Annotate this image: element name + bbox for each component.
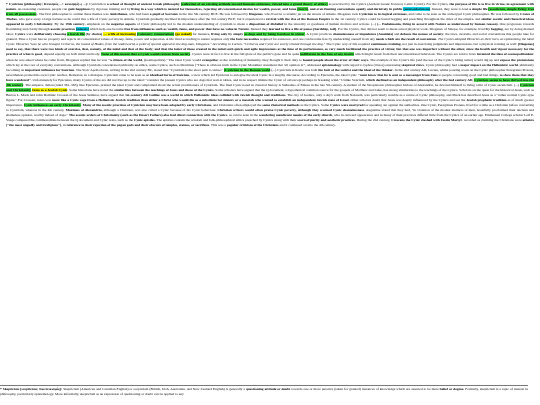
body-text: , (kosmopolitês)." The ideal Cynic would: [142, 57, 203, 62]
body-text: . Other scholars doubt that Jesus was deeply influenced by the Cynics and see the: [348, 97, 467, 102]
bold-text: deliberately choosing: [34, 32, 67, 37]
bold-text: expose the pretensions: [500, 57, 535, 62]
body-text: as practiced by the Cynics (Ancient Greek: Κυνικοί, Latin: Cynici). For the Cynics,: [327, 2, 450, 6]
body-text: . The emperor, Julian (ruled 361–363), like Epictetus, praised the ideal Cynic and complained about the actual practitioners of Cynicism. The final Cynic noted in classical history is Sallustius of Emesa in the late 5th century. A student of the Neoplatonic philosopher Isidore of Alexandria, he devoted himself to living a life of Cynic asceticism. (...): [23, 82, 520, 87]
body-text: . This was a: [209, 123, 227, 128]
bold-text: hound people about the error of their ways: [302, 57, 369, 62]
bold-text: learned to live a life of ponos [hardship, toil]: [268, 27, 337, 32]
bold-text: the purpose of life is to live in virtue, in agreement with nature: [6, 2, 535, 12]
document-page-continued: [0, 387, 528, 397]
body-text: were: [25, 32, 35, 37]
bold-text: "must know that he is sent as a messenger from Zeus: [357, 72, 438, 77]
bold-text: similar ascetic and rhetorical ideas appeared in early Christianity: [6, 17, 534, 27]
body-text: (...) Cynicism in Rome was both: [270, 67, 319, 72]
body-text: which might result from their unconventional behaviour. The Cynics are said to have: [354, 52, 477, 57]
body-text: which help one become: [88, 27, 125, 32]
bold-text: a school of thought of ancient Greek philosophy: [106, 2, 180, 6]
bold-text: Crates of Thebes: [6, 12, 534, 22]
body-text: The Cynic way of life required: [325, 42, 371, 47]
bold-text: atheists ("the most ungodly and irreligious"): [6, 118, 534, 128]
body-text: . In the 2nd century AD, Lucian, whilst pouring scorn on the Cynic philosopher Peregrinus Proteus, nevertheless praised his own Cynic teacher, Demonax, in a dialogue. Cynicism came to be seen as an: [6, 67, 534, 77]
bold-text: popular criticism of the Christians: [226, 123, 279, 128]
highlighted-text: None of this meant that a Cynic would retreat from society: [101, 52, 191, 57]
body-text: , who in outward appearance and in many of their practices differed little from the Cynics of an earlier age. Emmanuel College scholar Leif E. Vaage compared the commonalities between the Q document and Cynic texts, such as the: [6, 113, 534, 123]
bold-text: reference to their rejection of the pagan gods and their obscure of temples, statues, or sacrifices: [66, 123, 210, 128]
bold-text: a simple life: [469, 7, 488, 12]
body-text: , depend equally on both mind and body.: [42, 52, 102, 57]
body-text: , who lived in a ceramic jar on the streets of Athens. Diogenes took: [262, 12, 359, 17]
body-text: . Cynics were in fact to live in the full glare of the public's gaze and be quite: [190, 52, 301, 57]
document-page: [6, 2, 534, 128]
highlighted-text: (voluntary renunciation): [136, 32, 175, 37]
body-text: , who gave away a large fortune so he could live a life of Cynic poverty in Athens. Cynicism gradually declined in importance after the 3rd century BCE, but it experienced a: [16, 17, 267, 22]
body-text: Skepticism (American and Canadian English) or scepticism (British, Irish, Australian, and New Zealand English) is generally a: [63, 387, 246, 391]
body-text: in the late 5th century BCE. He was followed by: [177, 12, 249, 17]
body-text: , in: [61, 123, 67, 128]
bold-text: revival with the rise of the Roman Empire: [266, 17, 331, 22]
bold-text: Cynics were martyred: [329, 102, 364, 107]
bold-text: (... Eudaimonia, living in accord with Nature as understood by human reason): [377, 22, 498, 27]
body-text: , as can be seen in the: [227, 113, 259, 118]
bold-text: , and even flouting conventions openly and derisively in public: [307, 7, 404, 12]
highlighted-text: Cynic influences on early Christianity: [23, 102, 81, 107]
highlighted-text: as dogs and by being barefoot in winter: [244, 32, 305, 37]
highlighted-text: (merit): [297, 7, 308, 12]
highlighted-text: (asceticism, simple living: free from all possessions: [6, 7, 535, 17]
bold-text: scorn of purity and aesthetic practices: [297, 118, 355, 123]
body-text: . The epistles contain the wisdom and folk-philosophical ethics preached by Cynics along with their: [154, 118, 298, 123]
highlighted-text: (collection of an existing attitude toward humans existence, viewed into a grand theory of ethics): [180, 2, 328, 6]
body-text: : when he was asked where he came from, Diogenes replied that he was: [6, 52, 535, 62]
highlighted-text: (anticonformism): [403, 7, 430, 12]
body-text: ; as the watchdog of humanity, they thought it their duty to: [217, 57, 303, 62]
body-text: . The city of Gadara, only a day's walk from Nazareth, was particularly notable as a centre of Cynic philosophy, and Mack has described Jesus as a "rather normal Cynic-type figure." For Crossan, Jesus was: [6, 92, 534, 102]
bold-text: 19th century: [65, 22, 85, 27]
body-text: . Augustine stated that they had, "in violation of the modest instincts of men, boastfully proclaimed their unclean and shameless opinion, worthy indeed of dogs.": [6, 107, 534, 118]
bold-text: skeptical views: [401, 62, 424, 67]
bold-text: (by choice): [85, 32, 103, 37]
body-text: as the Cynics. Some: [299, 102, 330, 107]
body-text: and: [393, 32, 401, 37]
body-text: as of much greater importance.: [6, 97, 535, 107]
body-text: , and Christians often employed the: [211, 102, 263, 107]
bold-text: a pupil of Socrates: [149, 12, 178, 17]
body-text: of Cynic philosophy led to the modern understanding of cynicism to mean a: [135, 22, 249, 27]
body-text: . Instead they: [248, 27, 269, 32]
bold-text: negative aspects: [111, 22, 136, 27]
body-text: , not just in exercising judgments and impressions, but a physical training as well:: [400, 42, 519, 47]
bold-text: living only by simply: [211, 32, 244, 37]
body-text: , who had been: [127, 12, 150, 17]
bold-text: idealised form of Stoicism: [150, 72, 190, 77]
body-text: , emphasis on the: [84, 22, 112, 27]
body-text: in the sincerity or goodness of human motives and actions. (...): [283, 22, 378, 27]
body-text: . Cynic philosophy had a: [424, 62, 461, 67]
body-text: by rigorous training and by: [90, 7, 132, 12]
body-text: , and came to be seen as the archetypal Cynic philosopher. He was followed by: [406, 12, 521, 17]
body-text: . Formally, skepticism is a topic of interest in philosophy, particularly epistemology. More informally, skepticism as an expression of questioning or doubt can be applied to any: [0, 387, 528, 397]
entry-skepticism: [0, 387, 528, 397]
bold-text: [Diogenes] used to say, that there were two kinds of exercise, that, namely, of the mind and that of the body; and that the latter of these created in the mind such quick and agile impressions at the time of its performance, as very much facilitated the practice of virtue; but that one was imperfect without the other, since the health and vigour necessary for the practice of what is good: [6, 42, 534, 57]
bold-text: the butt of the satirist and the ideal of the thinker: [318, 67, 393, 72]
bold-text: more like a Cynic sage from a Hellenistic Jewish tradition than either a Christ who would die as a substitute for sinners or a messiah who wanted to establish an independent Jewish state of Israel: [51, 97, 349, 102]
bold-text: ascetic practices: [50, 27, 76, 32]
bold-text: which declined as an independent philosophy after the 2nd century AD: [365, 77, 473, 82]
body-text: Cynicism is: [88, 2, 107, 6]
bold-text: free from influences such as wealth, fame, and power that have no value in Nature: [124, 27, 249, 32]
highlighted-text: (áskesis): [75, 27, 89, 32]
bold-text: Maximus of Alexandria: [65, 107, 102, 112]
highlighted-text: Jesus as a Jewish Cynic: [31, 87, 68, 92]
bold-text: to show them that they have wandered": [6, 72, 534, 82]
bold-text: shamelessness or impudence: [332, 32, 377, 37]
bold-text: Cynic epistles: [133, 118, 155, 123]
body-text: ). The first philosopher to outline these themes was: [35, 12, 110, 17]
body-text: . By the: [52, 22, 66, 27]
bold-text: Diogenes: [248, 12, 263, 17]
body-text: with regard to typhos (τῦφος) expressing: [341, 62, 402, 67]
body-text: : the laws, customs, and social conventions that people take for granted. Thus a Cynic has no property and rejects all conventional values of money, fame, power and reputation. A life lived according to nature requires only: [6, 32, 534, 42]
bold-text: Crescens the Cynic clashed with Justin Martyr: [391, 118, 463, 123]
body-text: . Instead, they were to lead: [429, 7, 470, 12]
bold-text: 1st-century AD Galilee was a world in which Hellenistic ideas collided with Jewish thought and traditions: [125, 92, 286, 97]
body-text: . Unfortunately for Epictetus, many Cynics of the era did not live up to the ideal: "consider the present Cynics who are dogs that wait at tables, and in no respect imitate the Cynic of old except perhaps in breaking wind." Unlike Stoicism,: [30, 77, 366, 82]
bold-text: Antisthenes: [109, 12, 128, 17]
entry-cynicism: [6, 2, 534, 128]
bold-text: by begging: [486, 27, 503, 32]
bold-text: questioning attitude or doubt: [245, 387, 291, 391]
highlighted-text: Cynicism seems to have thrived into the 4th century: [6, 77, 535, 87]
body-text: . Some historians have noted the: [67, 87, 115, 92]
bold-text: The ascetic orders of Christianity (such as the Desert Fathers) also had direct connection with the Cynics: [68, 113, 228, 118]
body-text: , ultimately becoming an: [6, 62, 535, 72]
bold-text: the bare necessities: [230, 37, 260, 42]
bold-text: Many of the ascetic practices of Cynicism may have been adopted by early Christians: [82, 102, 212, 107]
body-text: , a view which led Epictetus to eulogise the ideal Cynic in a lengthy discourse. According to Epictetus, the ideal Cynic: [189, 72, 358, 77]
body-text: . A Cynic practices: [304, 32, 333, 37]
highlighted-text: Cynicism and Christianity: [6, 82, 534, 92]
bold-text: invented the idea of cosmopolitanism: [476, 52, 534, 57]
bold-text: defaces the nomos of society: [400, 32, 444, 37]
body-text: . For the Cynics, that did not seem to mean actual physical work. Diogenes of Sinope, for example, lived: [336, 27, 487, 32]
bold-text: disposition of disbelief: [248, 22, 284, 27]
bold-text: continuous training: [370, 42, 401, 47]
bold-text: Cynics: [15, 32, 26, 37]
highlighted-text: (Cynicism in the Roman world: [223, 67, 271, 72]
body-text: for instance,: [191, 32, 212, 37]
bold-text: * Cynicism (philosophy; Κυνισμός --> κυνισμ(ό)-ς ...):: [6, 2, 89, 6]
bold-text: "a citizen of the world: [108, 57, 143, 62]
body-text: and it continued on into the 4th century.: [278, 123, 336, 128]
bold-text: gain happiness: [68, 7, 91, 12]
body-text: towards one or more putative (taken for granted) instances of knowledge which are asserted to be mere: [290, 387, 440, 391]
body-text: required for existence, and one can become free by unshackling oneself from any: [259, 37, 376, 42]
body-text: . The example of the Cynic's life (and the use of the Cynic's biting satire) would dig up and: [368, 57, 500, 62]
highlighted-text: a harsh life: [67, 32, 85, 37]
highlighted-text: indifferent in the face of any insults: [300, 52, 355, 57]
bold-text: Jewish prophetic tradition: [466, 97, 507, 102]
bold-text: living in a way which is natural for themselves, rejecting all conventional desires for wealth, power, and fame: [131, 7, 297, 12]
bold-text: major impact on the Hellenistic world: [460, 62, 518, 67]
bold-text: wandering mendicant monks of the early church: [258, 113, 333, 118]
body-text: for speaking out against the authorities. One Cynic, Peregrinus Proteus, lived for a time as a Christian before converting to Cynicism, whereas in the 4th century,: [6, 102, 534, 112]
body-text: . Some scholars have argued that the Q document, a hypothetical common source for the gospels of Matthew and Luke, has strong similarities to the teachings of the Cynics. Scholars on the quest for the historical Jesus, such as Burton L. Mack and John Dominic Crossan of the Jesus Seminar, have argued that: [6, 87, 534, 97]
bold-text: important influence for Stoicism: [25, 67, 75, 72]
highlighted-text: — a life of increasing: [103, 32, 136, 37]
body-text: , not by doing manual labor.: [6, 27, 534, 37]
bold-text: evangelise: [202, 57, 218, 62]
bold-text: needs which are the result of convention: [375, 37, 437, 42]
entry-divider: [0, 385, 528, 386]
bold-text: epistemology: [321, 62, 342, 67]
body-text: , although a Christian, was also called a Cynic because of his Cynic behaviour.: [101, 107, 218, 112]
bold-text: same rhetorical methods: [262, 102, 300, 107]
body-text: . The Stoic Apollodorus, writing in the 2nd century BC, stated that "Cynicism is the short path to virtue.": [74, 67, 224, 72]
bold-text: belief or dogma: [439, 387, 464, 391]
body-text: .: [436, 37, 438, 42]
bold-text: Christian writers would often praise Cynic poverty, although they scorned Cynic shamelessness: [217, 107, 365, 112]
body-text: . During the 2nd century,: [354, 118, 392, 123]
highlighted-text: (go naked): [175, 32, 192, 37]
bold-text: * Skepticism [scepticism; Σκεπτικισμός]:: [0, 387, 64, 391]
body-text: in the 1st century. Cynics could be found begging and preaching throughout the cities of the empire, and: [330, 17, 482, 22]
bold-text: (Anaideia): [377, 32, 394, 37]
body-text: , recorded as claiming the Christians were: [462, 118, 523, 123]
body-text: which lay at the root of everyday conventions. Although Cynicism concentrated primarily on ethics, some Cynics, such as Monimus ("There is obvious truth in the Cynic Monimus' statement that 'all opinion is'", addressed: [6, 62, 322, 67]
bold-text: similarities between the teachings of Jesus and those of the Cynics: [114, 87, 214, 92]
body-text: The Cynics adopted Heracles as their hero, as epitomizing the ideal Cynic. Heracles "was he who brought Cerberus, the hound of Hades, from the underworld, a point of special appeal to the dog-man, Diogenes." According to Lucian, "Cerberus and Cynic are surely related through the dog.": [6, 37, 534, 47]
body-text: to people concerning good and bad things,: [437, 72, 500, 77]
body-text: . One progresses towards flourishing and clarity through: [6, 22, 535, 32]
body-text: .: [80, 102, 83, 107]
body-text: . As reasoning creatures, people can: [15, 7, 69, 12]
bold-text: Cynicism to its logical extremes: [359, 12, 407, 17]
